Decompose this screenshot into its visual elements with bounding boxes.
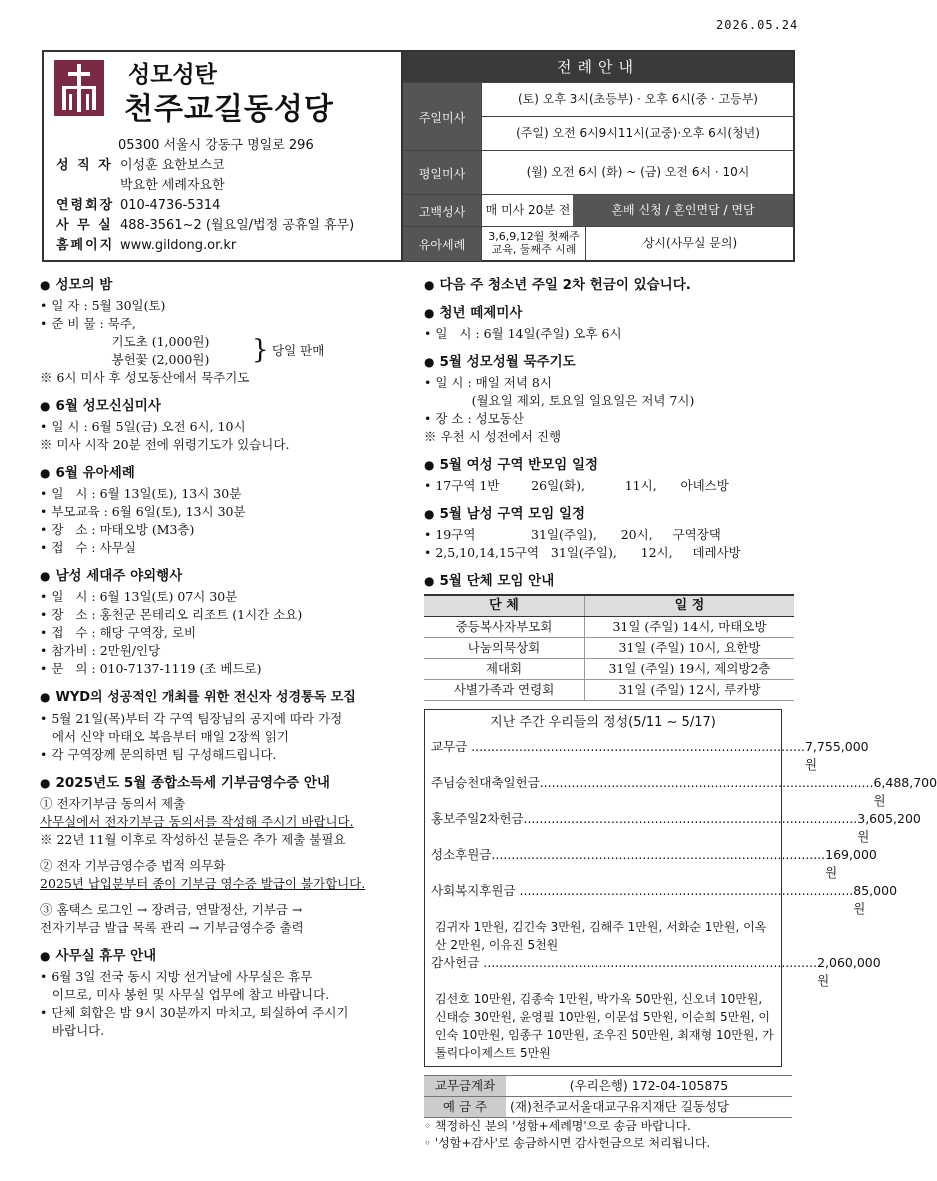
pastor-1: 이성훈 요한보스코: [120, 158, 225, 173]
holder-label: 예 금 주: [424, 1097, 506, 1118]
transfer-note: ◦ 책정하신 분의 '성함+세례명'으로 송금 바랍니다.: [424, 1119, 691, 1133]
table-row: [424, 617, 794, 638]
line: • 준 비 물 : 묵주,: [40, 316, 136, 331]
offering-label: 교무금: [431, 739, 468, 754]
section-rosary: [424, 353, 796, 446]
section-june-mass: [40, 397, 410, 454]
offering-box: [424, 709, 937, 1067]
section-youth-collection: [424, 276, 796, 294]
section-title: ● 5월 남성 구역 모임 일정: [424, 505, 796, 523]
line: (월요일 제외, 토요일 일요일은 저녁 7시): [424, 393, 695, 408]
line: ※ 우천 시 성전에서 진행: [424, 429, 562, 444]
line: • 일 시 : 6월 13일(토), 13시 30분: [40, 486, 242, 501]
church-logo: [54, 60, 104, 116]
group-name: 사별가족과 연령회: [424, 680, 585, 701]
section-title: ● 다음 주 청소년 주일 2차 헌금이 있습니다.: [424, 276, 796, 294]
council-label: 연령회장: [56, 198, 115, 213]
table-row: [424, 659, 794, 680]
offering-amount: 169,000원: [825, 847, 877, 880]
line: • 단체 회합은 밤 9시 30분까지 마치고, 퇴실하여 주시기: [40, 1005, 349, 1020]
account-number: (우리은행) 172-04-105875: [506, 1076, 792, 1097]
address: 05300 서울시 강동구 명일로 296: [118, 138, 314, 153]
line: ※ 미사 시작 20분 전에 위령기도가 있습니다.: [40, 437, 290, 452]
sunday-mass-sat: (토) 오후 3시(초등부) · 오후 6시(중 · 고등부): [481, 83, 794, 117]
line: • 장 소 : 성모동산: [424, 411, 524, 426]
liturgy-schedule: [401, 50, 795, 262]
section-taize-mass: [424, 304, 796, 343]
office-phone: 488-3561~2 (월요일/법정 공휴일 휴무): [120, 218, 355, 233]
group-schedule: 31일 (주일) 12시, 루카방: [585, 680, 795, 701]
line: 기도초 (1,000원): [40, 334, 210, 349]
church-name: 천주교길동성당: [124, 92, 334, 127]
council-phone: 010-4736-5314: [120, 198, 221, 213]
sale-note: 당일 판매: [272, 343, 325, 358]
section-title: ● 청년 떼제미사: [424, 304, 796, 322]
line: 사무실에서 전자기부금 동의서를 작성해 주시기 바랍니다.: [40, 814, 354, 829]
offering-title: 지난 주간 우리들의 정성(5/11 ~ 5/17): [490, 715, 716, 730]
section-wyd-bible: [40, 688, 410, 764]
line: • 장 소 : 홍천군 몬테리오 리조트 (1시간 소요): [40, 607, 303, 622]
group-schedule: 31일 (주일) 14시, 마태오방: [585, 617, 795, 638]
line: • 일 시 : 매일 저녁 8시: [424, 375, 552, 390]
section-title: ● 5월 성모성월 묵주기도: [424, 353, 796, 371]
offering-label: 사회복지후원금: [431, 883, 516, 898]
baptism-schedule: 3,6,9,12월 첫째주 교육, 둘째주 시례: [481, 227, 586, 261]
section-donation-receipt: [40, 774, 410, 937]
section-women-meeting: [424, 456, 796, 495]
church-subtitle: 성모성탄: [128, 62, 217, 88]
baptism-label: 유아세례: [403, 227, 481, 261]
line: • 일 시 : 6월 13일(토) 07시 30분: [40, 589, 238, 604]
line: 에서 신약 마태오 복음부터 매일 2장씩 읽기: [40, 729, 289, 744]
section-marian-night: [40, 276, 410, 387]
line: ① 전자기부금 동의서 제출: [40, 796, 186, 811]
group-name: 중등복사자부모회: [424, 617, 585, 638]
transfer-note: ◦ '성함+감사'로 송금하시면 감사헌금으로 처리됩니다.: [424, 1136, 711, 1150]
section-title: ● 남성 세대주 야외행사: [40, 567, 410, 585]
thanks-donors: 김선호 10만원, 김종숙 1만원, 박가옥 50만원, 신오녀 10만원, 신태승 30만원, 윤영필 10만원, 이문섭 5만원, 이순희 5만원, 이인숙 10만원, 임종구 10만원, 조우진 50만원, 최재형 10만원, 가톨릭다이제스트 5만원: [435, 992, 774, 1060]
line: ※ 22년 11월 이후로 작성하신 분들은 추가 제출 불필요: [40, 832, 346, 847]
line: 2025년 납입분부터 종이 기부금 영수증 발급이 불가합니다.: [40, 876, 366, 891]
offering-row: 홍보주일2차헌금.................................................................................... 3,605,200원: [431, 811, 921, 844]
offering-amount: 6,488,700원: [873, 775, 937, 808]
offering-label: 성소후원금: [431, 847, 492, 862]
line: • 5월 21일(목)부터 각 구역 팀장님의 공지에 따라 가정: [40, 711, 343, 726]
offering-row: 감사헌금 .................................................................................... 2,060,000원: [431, 955, 881, 988]
weekday-mass-label: 평일미사: [403, 151, 481, 195]
offering-amount: 85,000원: [853, 883, 898, 916]
section-title: ● WYD의 성공적인 개최를 위한 전신자 성경통독 모집: [40, 688, 410, 707]
sunday-mass-label: 주일미사: [403, 83, 481, 151]
offering-row: 사회복지후원금 .................................................................................... 85,000원: [431, 883, 898, 916]
col-header-group: 단 체: [424, 595, 585, 617]
offering-amount: 3,605,200원: [857, 811, 921, 844]
line: • 접 수 : 해당 구역장, 로비: [40, 625, 197, 640]
line: • 각 구역장께 문의하면 팀 구성해드립니다.: [40, 747, 277, 762]
offering-row: 성소후원금.................................................................................... 169,000원: [431, 847, 877, 880]
pastor-2: 박요한 세례자요한: [120, 178, 225, 193]
office-label: 사 무 실: [56, 218, 113, 233]
account-table: [424, 1075, 792, 1118]
line: 이므로, 미사 봉헌 및 사무실 업무에 참고 바랍니다.: [40, 987, 330, 1002]
table-row: [424, 680, 794, 701]
line: • 일 자 : 5월 30일(토): [40, 298, 166, 313]
line: ③ 홈택스 로그인 → 장려금, 연말정산, 기부금 →: [40, 902, 303, 917]
group-schedule: 31일 (주일) 10시, 요한방: [585, 638, 795, 659]
col-header-schedule: 일 정: [585, 595, 795, 617]
group-name: 제대회: [424, 659, 585, 680]
line: 봉헌꽃 (2,000원): [40, 352, 210, 367]
section-group-meetings: [424, 572, 796, 701]
line: • 19구역 31일(주일), 20시, 구역장댁: [424, 527, 721, 542]
line: • 부모교육 : 6월 6일(토), 13시 30분: [40, 504, 246, 519]
section-title: ● 5월 여성 구역 반모임 일정: [424, 456, 796, 474]
section-title: ● 6월 성모신심미사: [40, 397, 410, 415]
offering-row: 주님승천대축일헌금.................................................................................... 6,488,700원: [431, 775, 937, 808]
pastor-label: 성 직 자: [56, 158, 113, 173]
group-name: 나눔의묵상회: [424, 638, 585, 659]
welfare-donors: 김귀자 1만원, 김긴숙 3만원, 김해주 1만원, 서화순 1만원, 이옥산 2만원, 이유진 5천원: [435, 920, 767, 952]
web-label: 홈페이지: [56, 238, 115, 253]
baptism-note: 상시(사무실 문의): [585, 227, 794, 261]
line: • 6월 3일 전국 동시 지방 선거날에 사무실은 휴무: [40, 969, 313, 984]
line: • 2,5,10,14,15구역 31일(주일), 12시, 데레사방: [424, 545, 741, 560]
line: • 문 의 : 010-7137-1119 (조 베드로): [40, 661, 262, 676]
section-title: ● 2025년도 5월 종합소득세 기부금영수증 안내: [40, 774, 410, 792]
left-column: [40, 276, 410, 1040]
consult-label: 혼배 신청 / 혼인면담 / 면담: [573, 195, 793, 227]
section-title: ● 사무실 휴무 안내: [40, 947, 410, 965]
section-infant-baptism: [40, 464, 410, 557]
line: • 일 시 : 6월 14일(주일) 오후 6시: [424, 326, 622, 341]
section-title: ● 5월 단체 모임 안내: [424, 572, 796, 590]
section-office-closed: [40, 947, 410, 1040]
website: www.gildong.or.kr: [120, 238, 237, 253]
account-holder: (재)천주교서울대교구유지재단 길동성당: [506, 1097, 792, 1118]
section-title: ● 6월 유아세례: [40, 464, 410, 482]
line: • 참가비 : 2만원/인당: [40, 643, 161, 658]
church-header: [42, 50, 402, 262]
offering-label: 주님승천대축일헌금: [431, 775, 540, 790]
section-men-outing: [40, 567, 410, 678]
line: 바랍니다.: [40, 1023, 105, 1038]
sunday-mass-sun: (주일) 오전 6시9시11시(교중)·오후 6시(청년): [481, 117, 794, 151]
line: • 일 시 : 6월 5일(금) 오전 6시, 10시: [40, 419, 246, 434]
group-meeting-table: [424, 594, 794, 701]
offering-row: 교무금 .................................................................................... 7,755,000원: [431, 739, 869, 772]
line: • 장 소 : 마태오방 (M3층): [40, 522, 195, 537]
offering-label: 감사헌금: [431, 955, 480, 970]
table-row: [424, 638, 794, 659]
schedule-title: 전례안내: [403, 52, 793, 82]
section-men-meeting: [424, 505, 796, 562]
group-schedule: 31일 (주일) 19시, 제의방2층: [585, 659, 795, 680]
weekday-mass: (월) 오전 6시 (화) ~ (금) 오전 6시 · 10시: [481, 151, 794, 195]
confession-time: 매 미사 20분 전: [481, 195, 574, 227]
confession-label: 고백성사: [403, 195, 481, 227]
right-column: [424, 276, 937, 1152]
bulletin-date: 2026.05.24: [716, 18, 799, 32]
line: • 접 수 : 사무실: [40, 540, 136, 555]
brace-icon: }: [252, 335, 269, 365]
line: 전자기부금 발급 목록 관리 → 기부금영수증 출력: [40, 920, 304, 935]
line: ※ 6시 미사 후 성모동산에서 묵주기도: [40, 370, 250, 385]
line: • 17구역 1반 26일(화), 11시, 아녜스방: [424, 478, 729, 493]
line: ② 전자 기부금영수증 법적 의무화: [40, 858, 226, 873]
offering-amount: 7,755,000원: [804, 739, 869, 772]
offering-label: 홍보주일2차헌금: [431, 811, 524, 826]
offering-amount: 2,060,000원: [817, 955, 881, 988]
section-title: ● 성모의 밤: [40, 276, 410, 294]
account-label: 교무금계좌: [424, 1076, 506, 1097]
